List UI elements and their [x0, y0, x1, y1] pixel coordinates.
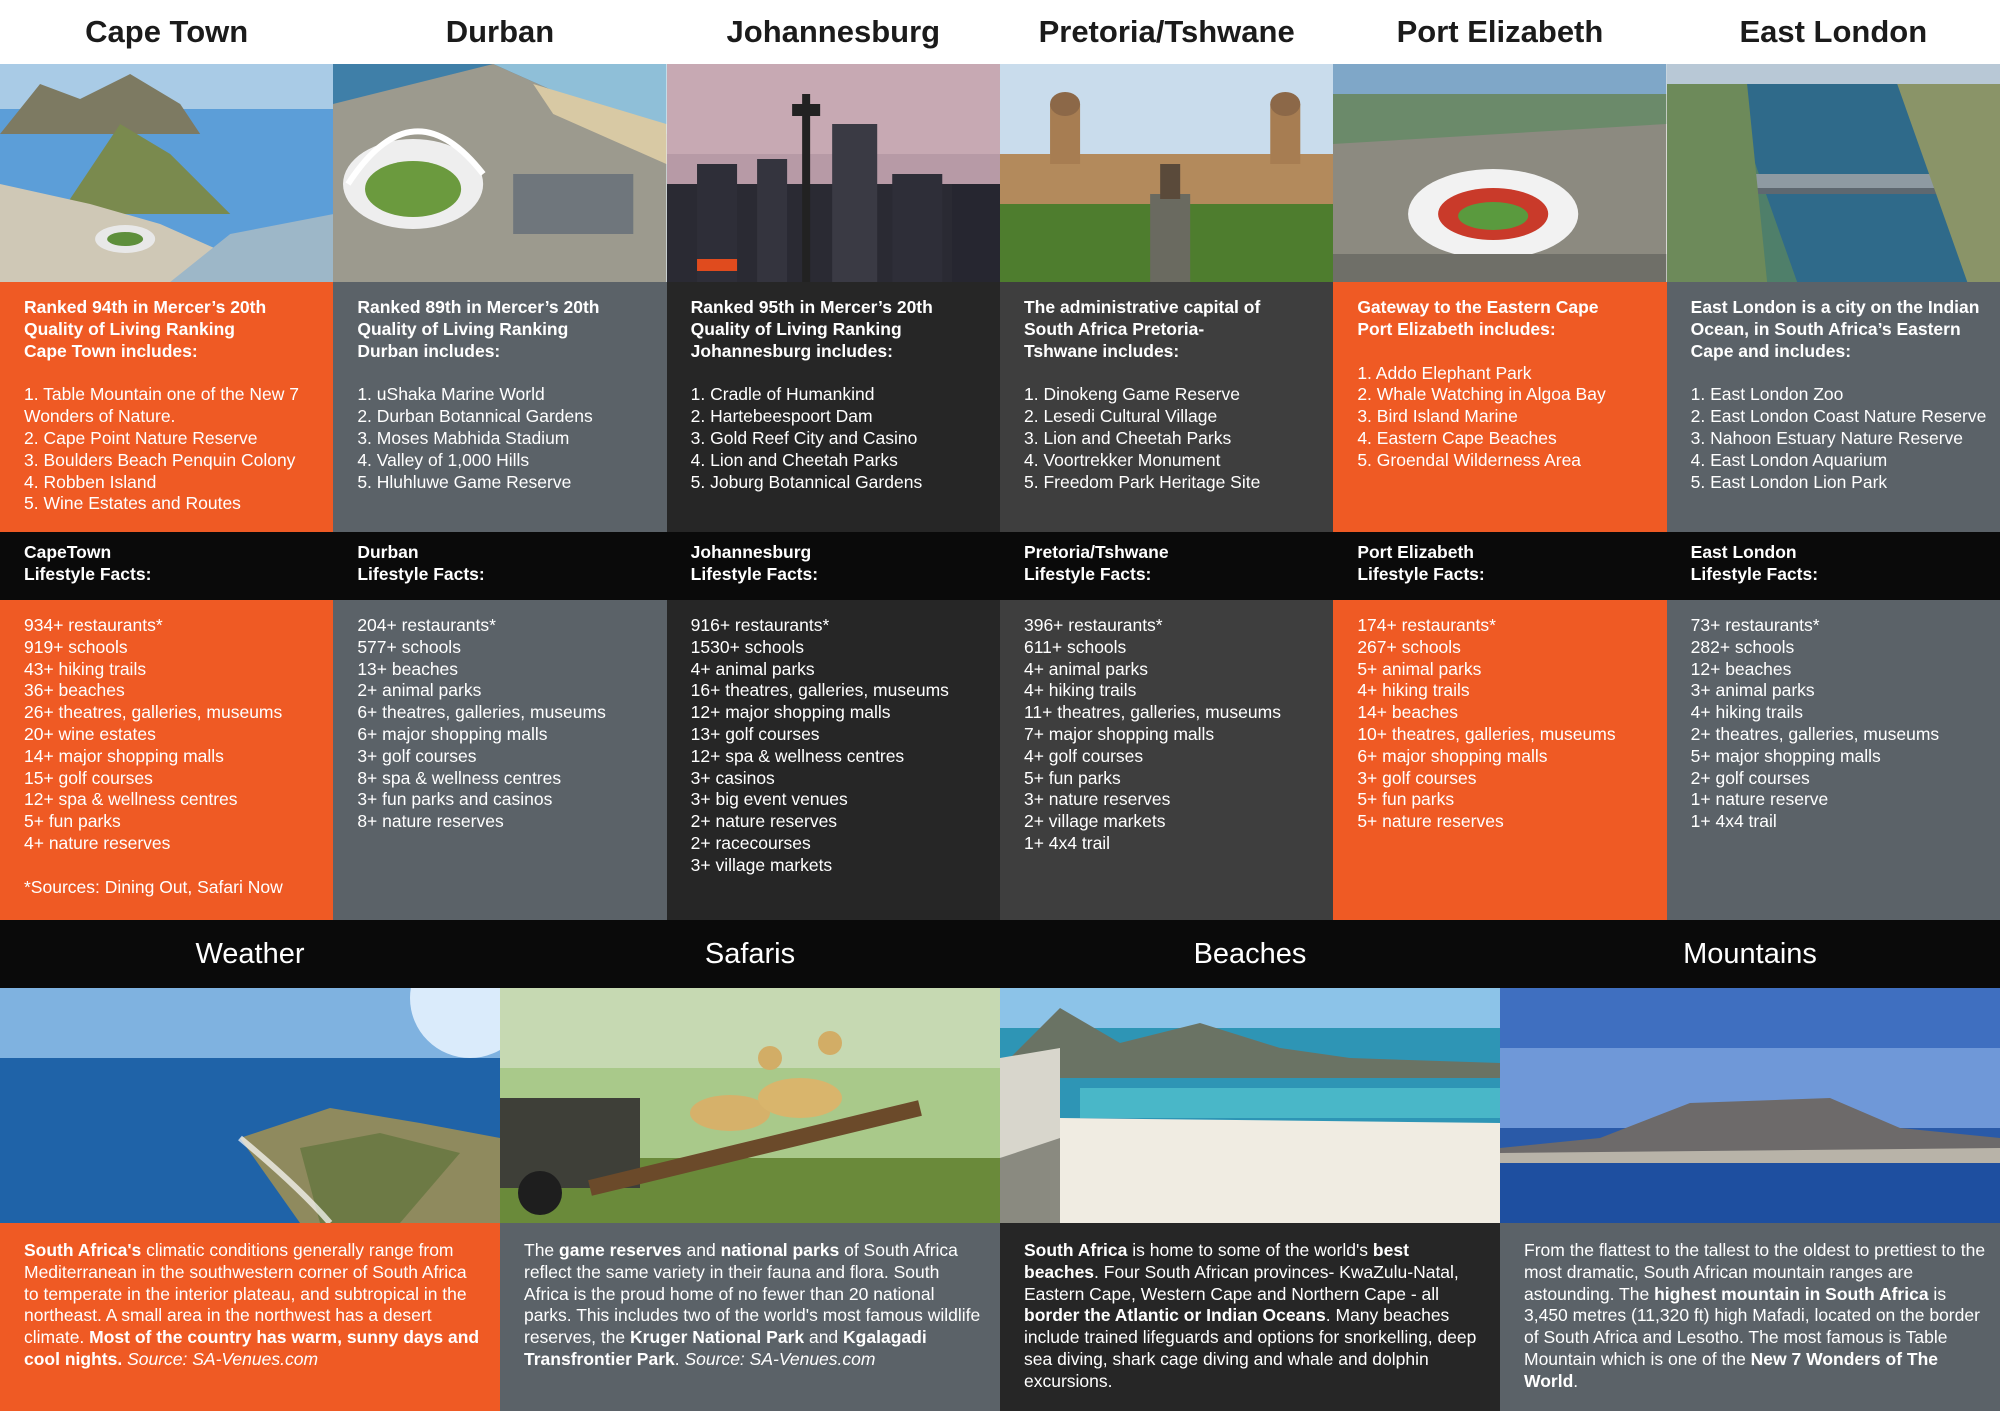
pretoria-facts	[1000, 600, 1333, 920]
port-elizabeth-photo	[1333, 64, 1666, 282]
fact-item: 4+ hiking trails	[1357, 680, 1470, 701]
fact-item: 2+ racecourses	[690, 832, 811, 853]
fact-item: 20+ wine estates	[24, 723, 156, 744]
fact-item: 3+ golf courses	[357, 745, 477, 766]
facts-list	[24, 615, 323, 855]
fact-item: 5+ fun parks	[24, 811, 121, 832]
fact-item: 204+ restaurants*	[357, 615, 496, 635]
topic-photo-row	[0, 988, 2000, 1223]
fact-item: 1+ 4x4 trail	[1690, 811, 1777, 832]
pretoria-intro	[1000, 282, 1333, 532]
fact-item: 3+ golf courses	[1357, 767, 1477, 788]
attraction-item: 4. Robben Island	[24, 471, 157, 492]
fact-item: 3+ casinos	[690, 767, 775, 788]
east-london-photo	[1667, 64, 2000, 282]
attraction-item: 3. Lion and Cheetah Parks	[1023, 427, 1232, 448]
safaris-photo	[500, 988, 1000, 1223]
facts-list	[691, 615, 990, 877]
body-text: climatic conditions generally range from Mediterranean in the southwestern corner of South Africa to temperate in the interior plateau, and subtropical in the northeast. A small area in the northwest has a desert climate.	[24, 1240, 467, 1348]
pretoria-lifestyle-heading: Pretoria/Tshwane Lifestyle Facts:	[1023, 542, 1169, 584]
johannesburg-intro	[667, 282, 1000, 532]
attraction-item: 4. Lion and Cheetah Parks	[690, 449, 898, 470]
fact-item: 4+ golf courses	[1023, 745, 1144, 766]
body-text: is home to some of the world's	[1127, 1240, 1373, 1260]
intro-heading: Ranked 94th in Mercer’s 20th Quality of Living Ranking Cape Town includes:	[24, 297, 267, 361]
attraction-item: 1. East London Zoo	[1690, 384, 1844, 405]
fact-item: 10+ theatres, galleries, museums	[1357, 723, 1616, 744]
attraction-item: 1. Table Mountain one of the New 7 Wonders of Nature.	[24, 384, 300, 427]
intro-heading: Gateway to the Eastern Cape Port Elizabeth includes:	[1357, 297, 1599, 339]
mountains-photo	[1500, 988, 2000, 1223]
attraction-item: 5. Freedom Park Heritage Site	[1023, 471, 1261, 492]
fact-item: 3+ village markets	[690, 854, 833, 875]
bold-text: Most of the country has warm, sunny days and cool nights.	[24, 1327, 480, 1369]
durban-facts	[333, 600, 666, 920]
fact-item: 396+ restaurants*	[1023, 615, 1163, 635]
durban-intro	[333, 282, 666, 532]
body-text: From the flattest to the tallest to the oldest to prettiest to the most dramatic, South African mountain ranges are astounding. The	[1524, 1240, 1986, 1304]
bold-text: Kruger National Park	[630, 1327, 805, 1348]
topic-text-row	[0, 1223, 2000, 1411]
port-elizabeth-facts	[1333, 600, 1666, 920]
bold-text: national parks	[720, 1240, 840, 1260]
attraction-item: 5. Wine Estates and Routes	[24, 493, 241, 514]
attraction-item: 5. East London Lion Park	[1690, 471, 1888, 492]
fact-item: 2+ nature reserves	[690, 811, 838, 832]
east-london-intro	[1667, 282, 2000, 532]
beaches-photo	[1000, 988, 1500, 1223]
east-london-facts	[1667, 600, 2000, 920]
attraction-item: 3. Nahoon Estuary Nature Reserve	[1690, 427, 1964, 448]
fact-item: 174+ restaurants*	[1357, 615, 1496, 635]
durban-lifestyle-heading: Durban Lifestyle Facts:	[357, 542, 485, 584]
intro-heading: The administrative capital of South Africa Pretoria- Tshwane includes:	[1023, 297, 1261, 361]
city-photo-row	[0, 64, 2000, 282]
fact-item: 282+ schools	[1690, 636, 1795, 657]
fact-item: 4+ animal parks	[1023, 658, 1149, 679]
pretoria-photo	[1000, 64, 1333, 282]
topic-title-weather: Weather	[195, 937, 305, 970]
cape-town-facts	[0, 600, 333, 920]
attraction-list	[1024, 384, 1323, 493]
bold-text: South Africa's	[24, 1240, 142, 1260]
topic-title-safaris: Safaris	[704, 937, 796, 970]
fact-item: 5+ nature reserves	[1357, 811, 1504, 832]
body-text: . Many beaches include trained lifeguards and options for snorkelling, deep sea diving, shark cage diving and whale and dolphin excursions.	[1024, 1305, 1477, 1391]
fact-item: 4+ animal parks	[690, 658, 815, 679]
intro-heading: Ranked 89th in Mercer’s 20th Quality of Living Ranking Durban includes:	[357, 297, 600, 361]
fact-item: 12+ beaches	[1690, 658, 1792, 679]
topic-title-mountains: Mountains	[1683, 937, 1817, 970]
fact-item: 8+ spa & wellness centres	[357, 767, 562, 788]
intro-heading: Ranked 95th in Mercer’s 20th Quality of Living Ranking Johannesburg includes:	[690, 297, 933, 361]
attraction-item: 1. Dinokeng Game Reserve	[1023, 384, 1240, 405]
fact-item: 15+ golf courses	[24, 767, 153, 788]
fact-item: 12+ spa & wellness centres	[24, 789, 238, 810]
city-title-pretoria: Pretoria/Tshwane	[1038, 14, 1295, 49]
attraction-item: 4. East London Aquarium	[1690, 449, 1888, 470]
attraction-item: 1. Cradle of Humankind	[690, 384, 875, 405]
fact-item: 6+ theatres, galleries, museums	[357, 702, 606, 723]
attraction-list	[691, 384, 990, 493]
source-citation: Source: SA-Venues.com	[122, 1348, 319, 1369]
fact-item: 5+ fun parks	[1023, 767, 1121, 788]
facts-list	[1357, 615, 1656, 833]
attraction-item: 5. Groendal Wilderness Area	[1357, 449, 1582, 470]
bold-text: New 7 Wonders of The World	[1524, 1348, 1939, 1391]
city-title-cape-town: Cape Town	[85, 14, 249, 49]
city-title-row	[0, 0, 2000, 64]
durban-photo	[333, 64, 666, 282]
fact-item: 3+ fun parks and casinos	[357, 789, 553, 810]
facts-list	[1024, 615, 1323, 855]
fact-item: 26+ theatres, galleries, museums	[24, 702, 283, 723]
fact-item: 13+ golf courses	[690, 723, 820, 744]
bold-text: game reserves	[559, 1240, 682, 1260]
attraction-item: 3. Moses Mabhida Stadium	[357, 427, 570, 448]
fact-item: 2+ golf courses	[1690, 767, 1810, 788]
fact-item: 6+ major shopping malls	[357, 723, 548, 744]
body-text: and	[804, 1327, 844, 1348]
attraction-list	[24, 384, 323, 515]
city-intro-row	[0, 282, 2000, 532]
mountains-text	[1500, 1223, 2000, 1411]
source-citation: Source: SA-Venues.com	[684, 1348, 876, 1369]
body-text: and	[681, 1240, 721, 1260]
attraction-item: 2. Lesedi Cultural Village	[1023, 406, 1218, 427]
fact-item: 12+ spa & wellness centres	[690, 745, 905, 766]
body-text: .	[674, 1348, 685, 1369]
fact-item: 8+ nature reserves	[357, 811, 504, 832]
city-title-east-london: East London	[1739, 14, 1928, 49]
fact-item: 2+ animal parks	[357, 680, 482, 701]
city-title-johannesburg: Johannesburg	[726, 14, 941, 49]
body-text: of South Africa reflect the same variety in their fauna and flora. South Africa is the proud home of no fewer than 20 national parks. This includes two of the world's most famous wildlife reserves, the	[524, 1240, 981, 1348]
cape-town-intro	[0, 282, 333, 532]
city-title-durban: Durban	[445, 14, 555, 49]
body-text: is 3,450 metres (11,320 ft) high Mafadi, located on the border of South Africa and Lesotho. The most famous is Table Mountain which is one of the	[1524, 1283, 1980, 1369]
source-note: *Sources: Dining Out, Safari Now	[24, 876, 283, 897]
johannesburg-photo	[667, 64, 1000, 282]
attraction-item: 3. Boulders Beach Penquin Colony	[24, 449, 296, 470]
body-text: . Four South African provinces- KwaZulu-Natal, Eastern Cape, Western Cape and Northern Cape - all	[1024, 1261, 1459, 1304]
bold-text: border the Atlantic or Indian Oceans	[1024, 1305, 1326, 1326]
fact-item: 73+ restaurants*	[1690, 615, 1820, 635]
johannesburg-lifestyle-heading: Johannesburg Lifestyle Facts:	[690, 542, 819, 584]
fact-item: 16+ theatres, galleries, museums	[690, 680, 949, 701]
fact-item: 43+ hiking trails	[24, 658, 147, 679]
beaches-text	[1000, 1223, 1500, 1411]
lifestyle-heading-row	[0, 532, 2000, 600]
fact-item: 5+ major shopping malls	[1690, 745, 1881, 766]
fact-item: 13+ beaches	[357, 658, 459, 679]
fact-item: 916+ restaurants*	[690, 615, 830, 635]
body-text: .	[1573, 1370, 1579, 1391]
fact-item: 7+ major shopping malls	[1023, 723, 1215, 744]
attraction-item: 5. Hluhluwe Game Reserve	[357, 471, 572, 492]
attraction-list	[1357, 363, 1656, 472]
fact-item: 577+ schools	[357, 636, 461, 657]
fact-item: 3+ big event venues	[690, 789, 848, 810]
attraction-item: 2. Durban Botannical Gardens	[357, 406, 593, 427]
attraction-item: 2. Whale Watching in Algoa Bay	[1357, 384, 1606, 405]
fact-item: 36+ beaches	[24, 680, 125, 701]
city-title-port-elizabeth: Port Elizabeth	[1396, 14, 1604, 49]
fact-item: 267+ schools	[1357, 636, 1461, 657]
fact-item: 4+ hiking trails	[1023, 680, 1137, 701]
attraction-item: 1. Addo Elephant Park	[1357, 362, 1532, 383]
attraction-item: 2. Cape Point Nature Reserve	[24, 427, 258, 448]
bold-text: South Africa	[1024, 1240, 1128, 1260]
cape-town-photo	[0, 64, 333, 282]
topic-title-beaches: Beaches	[1193, 937, 1307, 970]
attraction-item: 4. Valley of 1,000 Hills	[357, 449, 530, 470]
fact-item: 6+ major shopping malls	[1357, 745, 1548, 766]
johannesburg-facts	[667, 600, 1000, 920]
bold-text: Kgalagadi Transfrontier Park	[524, 1327, 927, 1369]
safaris-text	[500, 1223, 1000, 1411]
intro-heading: East London is a city on the Indian Ocean, in South Africa’s Eastern Cape and includes:	[1690, 297, 1980, 361]
bold-text: best beaches	[1024, 1240, 1409, 1282]
fact-item: 4+ nature reserves	[24, 832, 171, 853]
bold-text: highest mountain in South Africa	[1654, 1283, 1929, 1304]
fact-item: 14+ major shopping malls	[24, 745, 224, 766]
fact-item: 1+ nature reserve	[1690, 789, 1829, 810]
facts-list	[357, 615, 656, 833]
cape-town-lifestyle-heading: CapeTown Lifestyle Facts:	[24, 542, 152, 584]
fact-item: 5+ animal parks	[1357, 658, 1482, 679]
port-elizabeth-lifestyle-heading: Port Elizabeth Lifestyle Facts:	[1357, 542, 1485, 584]
attraction-list	[357, 384, 656, 493]
attraction-item: 4. Voortrekker Monument	[1023, 449, 1221, 470]
body-text: The	[524, 1240, 560, 1260]
weather-photo	[0, 988, 500, 1223]
fact-item: 3+ animal parks	[1690, 680, 1815, 701]
fact-item: 611+ schools	[1023, 636, 1127, 657]
attraction-item: 2. Hartebeespoort Dam	[690, 406, 873, 427]
fact-item: 14+ beaches	[1357, 702, 1459, 723]
fact-item: 919+ schools	[24, 636, 128, 657]
fact-item: 11+ theatres, galleries, museums	[1023, 702, 1281, 723]
attraction-item: 2. East London Coast Nature Reserve	[1690, 406, 1987, 427]
fact-item: 4+ hiking trails	[1690, 702, 1803, 723]
fact-item: 5+ fun parks	[1357, 789, 1455, 810]
attraction-list	[1691, 384, 1990, 493]
facts-list	[1691, 615, 1990, 833]
weather-text	[0, 1223, 500, 1411]
fact-item: 934+ restaurants*	[24, 615, 163, 635]
fact-item: 1+ 4x4 trail	[1023, 832, 1111, 853]
attraction-item: 3. Bird Island Marine	[1357, 406, 1518, 427]
attraction-item: 1. uShaka Marine World	[357, 384, 545, 405]
topic-title-row	[0, 920, 2000, 988]
fact-item: 2+ village markets	[1023, 811, 1166, 832]
attraction-item: 3. Gold Reef City and Casino	[690, 427, 918, 448]
east-london-lifestyle-heading: East London Lifestyle Facts:	[1690, 542, 1819, 584]
fact-item: 1530+ schools	[690, 636, 805, 657]
fact-item: 3+ nature reserves	[1023, 789, 1171, 810]
fact-item: 12+ major shopping malls	[690, 702, 891, 723]
fact-item: 2+ theatres, galleries, museums	[1690, 723, 1940, 744]
attraction-item: 4. Eastern Cape Beaches	[1357, 427, 1557, 448]
lifestyle-facts-row	[0, 600, 2000, 920]
attraction-item: 5. Joburg Botannical Gardens	[690, 471, 923, 492]
port-elizabeth-intro	[1333, 282, 1666, 532]
